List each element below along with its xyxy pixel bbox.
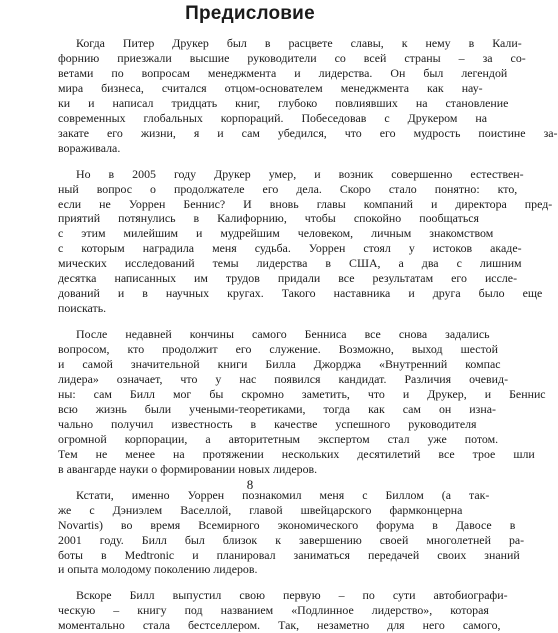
text-line: 2001 году. Билл был близок к завершению своей многолетней ра- <box>58 532 525 547</box>
text-line: Тем не менее на протяжении нескольких десятилетий все трое шли <box>58 446 535 461</box>
text-line: если не Уоррен Беннис? И вновь главы компаний и директора пред- <box>58 196 553 211</box>
text-line: После недавней кончины самого Бенниса все снова задались <box>76 327 490 342</box>
page-number: 8 <box>246 477 254 492</box>
text-line: Novartis) во время Всемирного экономического форума в Давосе в <box>58 517 516 532</box>
paragraph-4 <box>40 487 525 578</box>
text-line: дований и в научных кругах. Такого наставника и друга было еще <box>58 286 543 301</box>
text-line: огромной корпорации, а авторитетным экспертом стал уже потом. <box>58 431 499 446</box>
text-line: лидера» означает, что у нас появился кандидат. Различия очевид- <box>58 372 509 387</box>
text-line: боты в Medtronic и планировал заниматься передачей своих знаний <box>58 547 520 562</box>
text-line: вопросом, кто продолжит его служение. Возможно, выход шестой <box>58 342 498 357</box>
text-line: Когда Питер Друкер был в расцвете славы, к нему в Кали- <box>76 36 522 50</box>
text-line: современных глобальных корпораций. Побеседовав с Друкером на <box>58 110 488 125</box>
page-title: Предисловие <box>185 3 315 24</box>
text-line: закате его жизни, я и сам убедился, что его мудрость поистине за- <box>58 125 558 140</box>
body-text <box>40 36 558 633</box>
text-line: всю жизнь были учеными-теоретиками, тогда как сам он изна- <box>58 401 496 416</box>
text-line: поискать. <box>58 301 107 316</box>
paragraph-2 <box>40 166 553 317</box>
text-line: вораживала. <box>58 140 121 155</box>
text-line: ки и написал тридцать книг, глубоко повлиявших на становление <box>58 95 509 110</box>
text-line: мира бизнеса, считался отцом-основателем менеджмента как нау- <box>58 80 483 95</box>
text-line: с этим милейшим и мудрейшим человеком, личным знакомством <box>58 226 494 241</box>
text-line: Кстати, именно Уоррен познакомил меня с Биллом (а так- <box>76 487 490 502</box>
paragraph-3 <box>40 327 546 477</box>
paragraph-1 <box>40 36 558 156</box>
text-line: приятий потянулись в Калифорнию, чтобы спокойно пообщаться <box>58 211 479 226</box>
text-line: форнию приезжали высшие руководители со всей страны – за со- <box>58 50 526 65</box>
text-line: с которым наградила меня судьба. Уоррен стоял у истоков акаде- <box>58 241 522 256</box>
text-line: Вскоре Билл выпустил свою первую – по сути автобиографи- <box>76 588 508 603</box>
text-line: и самой значительной книги Билла Джорджа «Внутренний компас <box>58 357 501 372</box>
text-line: в авангарде науки о формировании новых лидеров. <box>58 461 318 476</box>
paragraph-5 <box>40 588 508 633</box>
text-line: десятка написанных им трудов придали все результатам его иссле- <box>58 271 518 286</box>
text-line: мических исследований темы лидерства в США, а два с лишним <box>58 256 522 271</box>
text-line: ный вопрос о продолжателе его дела. Скоро стало понятно: кто, <box>58 181 518 196</box>
text-line: ческую – книгу под названием «Подлинное лидерство», которая <box>58 603 489 618</box>
text-line: чально получил известность в качестве успешного руководителя <box>58 416 477 431</box>
text-line: ветами по вопросам менеджмента и лидерства. Он был легендой <box>58 65 508 80</box>
text-line: Но в 2005 году Друкер умер, и возник совершенно естествен- <box>76 166 524 181</box>
text-line: моментально стала бестселлером. Так, незаметно для него самого, <box>58 618 501 633</box>
text-line: ны: сам Билл мог бы скромно заметить, что и Друкер, и Беннис <box>58 386 546 401</box>
text-line: и опыта молодому поколению лидеров. <box>58 562 258 577</box>
text-line: же с Дэниэлем Васеллой, главой швейцарского фармконцерна <box>58 502 463 517</box>
